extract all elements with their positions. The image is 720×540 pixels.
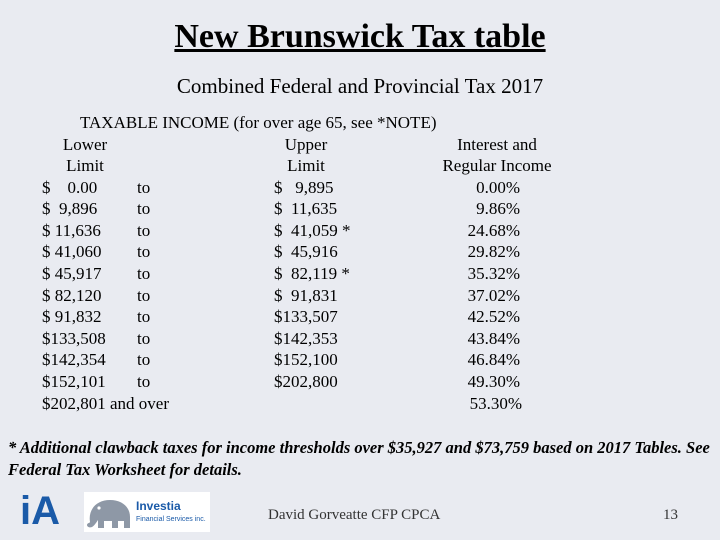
row-separator: to [137,286,151,305]
upper-limit: $ 45,916 [274,242,338,261]
upper-limit: $ 91,831 [274,286,338,305]
upper-header-2: Limit [287,156,325,175]
investia-logo-box [84,492,210,532]
row-separator: to [137,264,151,283]
lower-limit: $ 45,917 [42,264,102,283]
footer-author: David Gorveatte CFP CPCA [268,507,441,523]
upper-limit: $133,507 [274,307,338,326]
tax-rate: 9.86% [476,199,520,218]
lower-limit: $ 9,896 [42,199,98,218]
lower-limit: $152,101 [42,372,106,391]
ia-logo-mark: iA [20,489,60,533]
elephant-icon [84,496,134,530]
lower-limit: $ 82,120 [42,286,102,305]
slide-subtitle: Combined Federal and Provincial Tax 2017 [176,74,544,98]
investia-subtitle: Financial Services inc. [136,516,206,523]
slide-title: New Brunswick Tax table [174,18,546,55]
row-separator: to [137,372,151,391]
upper-limit: $142,353 [274,329,338,348]
lower-header-2: Limit [66,156,104,175]
row-separator: to [137,178,151,197]
upper-limit: $ 11,635 [274,199,338,218]
lower-limit: $ 91,832 [42,307,102,326]
row-separator: to [137,221,151,240]
lower-limit: $ 11,636 [42,221,101,240]
upper-limit: $ 82,119 * [274,264,350,283]
upper-limit: $152,100 [274,350,338,369]
lower-limit: $202,801 and over [42,394,170,413]
investia-name: Investia [136,499,181,513]
lower-limit: $133,508 [42,329,106,348]
upper-limit: $ 9,895 [274,178,334,197]
rate-header-2: Regular Income [442,156,552,175]
upper-limit: $ 41,059 * [274,221,351,240]
rate-header-1: Interest and [457,135,537,154]
upper-header-1: Upper [284,135,328,154]
lower-limit: $142,354 [42,350,106,369]
lower-limit: $ 41,060 [42,242,102,261]
tax-rate: 46.84% [467,350,520,369]
row-separator: to [137,307,151,326]
lower-limit: $ 0.00 [42,178,98,197]
tax-rate: 0.00% [476,178,520,197]
tax-rate: 43.84% [467,329,520,348]
lower-header-1: Lower [62,135,108,154]
tax-rate: 37.02% [467,286,520,305]
tax-rate: 24.68% [467,221,520,240]
tax-rate: 35.32% [467,264,520,283]
company-logo [20,490,210,532]
page-number: 13 [663,507,678,523]
tax-rate: 49.30% [467,372,520,391]
row-separator: to [137,242,151,261]
row-separator: to [137,199,151,218]
tax-rate: 42.52% [467,307,520,326]
row-separator: to [137,329,151,348]
tax-rate: 29.82% [467,242,520,261]
upper-limit: $202,800 [274,372,338,391]
tax-rate: 53.30% [469,394,522,413]
row-separator: to [137,350,151,369]
taxable-income-header: TAXABLE INCOME (for over age 65, see *NOTE) [80,113,437,132]
clawback-note: * Additional clawback taxes for income thresholds over $35,927 and $73,759 based on 2017 Tables. See Federal Tax Worksheet for details. [8,438,710,479]
